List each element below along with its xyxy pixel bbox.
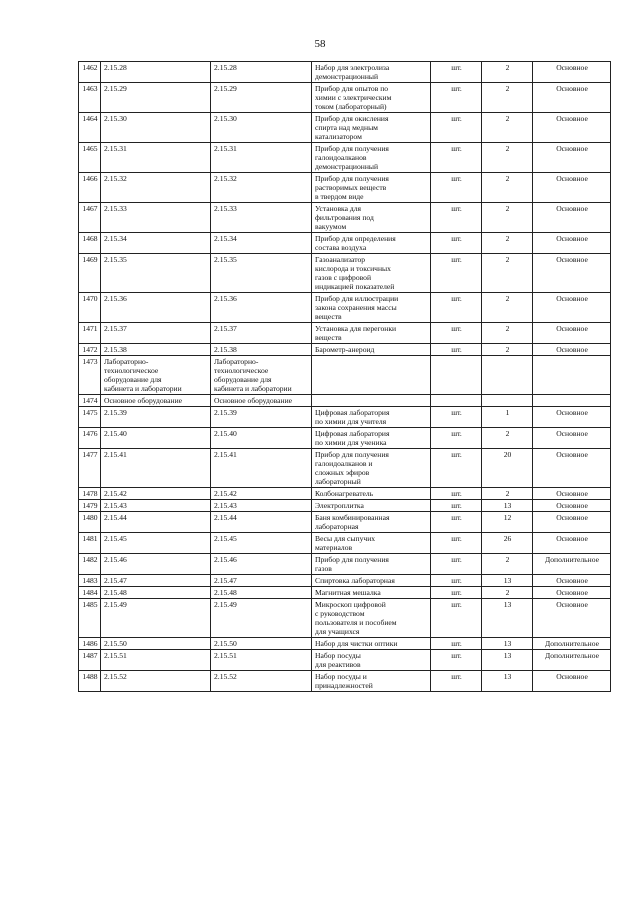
item-name-cell: Электроплитка	[312, 500, 431, 512]
equipment-type-cell: Основное	[533, 254, 611, 293]
equipment-type-cell	[533, 356, 611, 395]
equipment-type-cell: Основное	[533, 512, 611, 533]
item-name-cell: Цифровая лаборатория по химии для учителя	[312, 407, 431, 428]
item-name-cell: Газоанализатор кислорода и токсичных газов с цифровой индикацией показателей	[312, 254, 431, 293]
equipment-type-cell: Основное	[533, 113, 611, 143]
code-ref-cell: 2.15.43	[211, 500, 312, 512]
unit-cell: шт.	[431, 83, 482, 113]
quantity-cell: 13	[482, 650, 533, 671]
row-number-cell: 1467	[79, 203, 101, 233]
row-number-cell: 1478	[79, 488, 101, 500]
group-header-row	[79, 395, 611, 407]
code-cell: 2.15.50	[101, 638, 211, 650]
row-number-cell: 1482	[79, 554, 101, 575]
code-ref-cell: 2.15.49	[211, 599, 312, 638]
table-row	[79, 638, 611, 650]
row-number-cell: 1486	[79, 638, 101, 650]
row-number-cell: 1466	[79, 173, 101, 203]
quantity-cell	[482, 356, 533, 395]
code-cell: 2.15.36	[101, 293, 211, 323]
unit-cell: шт.	[431, 428, 482, 449]
equipment-type-cell: Основное	[533, 407, 611, 428]
equipment-type-cell: Основное	[533, 293, 611, 323]
quantity-cell: 2	[482, 254, 533, 293]
equipment-type-cell: Дополнительное	[533, 554, 611, 575]
quantity-cell	[482, 395, 533, 407]
code-ref-cell: Основное оборудование	[211, 395, 312, 407]
item-name-cell: Магнитная мешалка	[312, 587, 431, 599]
table-row	[79, 575, 611, 587]
item-name-cell: Набор посуды и принадлежностей	[312, 671, 431, 692]
quantity-cell: 2	[482, 113, 533, 143]
unit-cell: шт.	[431, 323, 482, 344]
row-number-cell: 1468	[79, 233, 101, 254]
item-name-cell: Баня комбинированная лабораторная	[312, 512, 431, 533]
quantity-cell: 26	[482, 533, 533, 554]
code-cell: 2.15.49	[101, 599, 211, 638]
table-row	[79, 488, 611, 500]
table-row	[79, 500, 611, 512]
code-cell: 2.15.40	[101, 428, 211, 449]
code-ref-cell: 2.15.39	[211, 407, 312, 428]
item-name-cell: Прибор для получения галоидоалканов демонстрационный	[312, 143, 431, 173]
quantity-cell: 20	[482, 449, 533, 488]
equipment-type-cell: Основное	[533, 83, 611, 113]
row-number-cell: 1485	[79, 599, 101, 638]
unit-cell: шт.	[431, 512, 482, 533]
code-ref-cell: 2.15.38	[211, 344, 312, 356]
unit-cell: шт.	[431, 254, 482, 293]
item-name-cell: Спиртовка лабораторная	[312, 575, 431, 587]
equipment-table-body	[79, 62, 611, 692]
code-ref-cell: 2.15.40	[211, 428, 312, 449]
unit-cell: шт.	[431, 638, 482, 650]
code-cell: Основное оборудование	[101, 395, 211, 407]
unit-cell: шт.	[431, 671, 482, 692]
equipment-type-cell: Основное	[533, 533, 611, 554]
unit-cell: шт.	[431, 113, 482, 143]
item-name-cell: Набор для чистки оптики	[312, 638, 431, 650]
table-row	[79, 143, 611, 173]
quantity-cell: 13	[482, 599, 533, 638]
equipment-type-cell: Основное	[533, 587, 611, 599]
code-ref-cell: 2.15.42	[211, 488, 312, 500]
table-row	[79, 533, 611, 554]
code-cell: 2.15.32	[101, 173, 211, 203]
code-cell: 2.15.44	[101, 512, 211, 533]
code-ref-cell: 2.15.29	[211, 83, 312, 113]
code-ref-cell: 2.15.37	[211, 323, 312, 344]
table-row	[79, 233, 611, 254]
table-row	[79, 254, 611, 293]
row-number-cell: 1487	[79, 650, 101, 671]
quantity-cell: 1	[482, 407, 533, 428]
row-number-cell: 1471	[79, 323, 101, 344]
code-ref-cell: Лабораторно- технологическое оборудование для кабинета и лаборатории	[211, 356, 312, 395]
quantity-cell: 2	[482, 587, 533, 599]
equipment-type-cell: Основное	[533, 62, 611, 83]
code-ref-cell: 2.15.46	[211, 554, 312, 575]
equipment-type-cell	[533, 395, 611, 407]
code-ref-cell: 2.15.41	[211, 449, 312, 488]
table-row	[79, 173, 611, 203]
row-number-cell: 1472	[79, 344, 101, 356]
equipment-type-cell: Основное	[533, 500, 611, 512]
unit-cell: шт.	[431, 488, 482, 500]
code-cell: 2.15.29	[101, 83, 211, 113]
table-row	[79, 449, 611, 488]
item-name-cell: Колбонагреватель	[312, 488, 431, 500]
unit-cell: шт.	[431, 344, 482, 356]
code-ref-cell: 2.15.44	[211, 512, 312, 533]
row-number-cell: 1473	[79, 356, 101, 395]
code-cell: 2.15.42	[101, 488, 211, 500]
unit-cell: шт.	[431, 500, 482, 512]
quantity-cell: 2	[482, 173, 533, 203]
table-row	[79, 650, 611, 671]
code-ref-cell: 2.15.51	[211, 650, 312, 671]
equipment-type-cell: Основное	[533, 488, 611, 500]
row-number-cell: 1484	[79, 587, 101, 599]
equipment-type-cell: Основное	[533, 599, 611, 638]
row-number-cell: 1480	[79, 512, 101, 533]
item-name-cell: Цифровая лаборатория по химии для ученика	[312, 428, 431, 449]
equipment-type-cell: Основное	[533, 449, 611, 488]
quantity-cell: 2	[482, 554, 533, 575]
unit-cell: шт.	[431, 293, 482, 323]
code-ref-cell: 2.15.36	[211, 293, 312, 323]
item-name-cell: Прибор для иллюстрации закона сохранения массы веществ	[312, 293, 431, 323]
item-name-cell: Прибор для опытов по химии с электрическим током (лабораторный)	[312, 83, 431, 113]
unit-cell: шт.	[431, 233, 482, 254]
row-number-cell: 1462	[79, 62, 101, 83]
code-ref-cell: 2.15.34	[211, 233, 312, 254]
code-cell: 2.15.48	[101, 587, 211, 599]
item-name-cell: Прибор для получения газов	[312, 554, 431, 575]
table-row	[79, 293, 611, 323]
unit-cell	[431, 356, 482, 395]
table-row	[79, 671, 611, 692]
code-cell: 2.15.43	[101, 500, 211, 512]
code-ref-cell: 2.15.45	[211, 533, 312, 554]
row-number-cell: 1464	[79, 113, 101, 143]
quantity-cell: 2	[482, 323, 533, 344]
quantity-cell: 13	[482, 575, 533, 587]
page-number: 58	[314, 38, 326, 50]
quantity-cell: 2	[482, 143, 533, 173]
unit-cell	[431, 395, 482, 407]
code-ref-cell: 2.15.30	[211, 113, 312, 143]
code-ref-cell: 2.15.52	[211, 671, 312, 692]
code-ref-cell: 2.15.32	[211, 173, 312, 203]
unit-cell: шт.	[431, 599, 482, 638]
item-name-cell: Набор посуды для реактивов	[312, 650, 431, 671]
quantity-cell: 12	[482, 512, 533, 533]
code-ref-cell: 2.15.48	[211, 587, 312, 599]
code-cell: 2.15.37	[101, 323, 211, 344]
quantity-cell: 13	[482, 638, 533, 650]
quantity-cell: 2	[482, 233, 533, 254]
row-number-cell: 1477	[79, 449, 101, 488]
equipment-type-cell: Основное	[533, 143, 611, 173]
equipment-type-cell: Основное	[533, 203, 611, 233]
row-number-cell: 1475	[79, 407, 101, 428]
equipment-type-cell: Дополнительное	[533, 638, 611, 650]
item-name-cell: Прибор для определения состава воздуха	[312, 233, 431, 254]
quantity-cell: 2	[482, 293, 533, 323]
quantity-cell: 13	[482, 500, 533, 512]
unit-cell: шт.	[431, 203, 482, 233]
table-row	[79, 344, 611, 356]
item-name-cell: Прибор для получения галоидоалканов и сложных эфиров лабораторный	[312, 449, 431, 488]
table-row	[79, 587, 611, 599]
unit-cell: шт.	[431, 449, 482, 488]
quantity-cell: 2	[482, 344, 533, 356]
item-name-cell: Барометр-анероид	[312, 344, 431, 356]
table-row	[79, 554, 611, 575]
equipment-type-cell: Основное	[533, 323, 611, 344]
code-cell: 2.15.41	[101, 449, 211, 488]
equipment-type-cell: Основное	[533, 671, 611, 692]
item-name-cell: Набор для электролиза демонстрационный	[312, 62, 431, 83]
code-cell: 2.15.52	[101, 671, 211, 692]
equipment-table	[78, 61, 611, 692]
equipment-type-cell: Дополнительное	[533, 650, 611, 671]
row-number-cell: 1474	[79, 395, 101, 407]
table-row	[79, 599, 611, 638]
code-cell: 2.15.46	[101, 554, 211, 575]
table-row	[79, 428, 611, 449]
code-cell: 2.15.35	[101, 254, 211, 293]
unit-cell: шт.	[431, 407, 482, 428]
item-name-cell: Весы для сыпучих материалов	[312, 533, 431, 554]
code-cell: 2.15.30	[101, 113, 211, 143]
row-number-cell: 1470	[79, 293, 101, 323]
code-ref-cell: 2.15.28	[211, 62, 312, 83]
code-cell: 2.15.47	[101, 575, 211, 587]
unit-cell: шт.	[431, 575, 482, 587]
quantity-cell: 2	[482, 83, 533, 113]
code-ref-cell: 2.15.35	[211, 254, 312, 293]
equipment-type-cell: Основное	[533, 575, 611, 587]
unit-cell: шт.	[431, 587, 482, 599]
code-cell: 2.15.34	[101, 233, 211, 254]
unit-cell: шт.	[431, 173, 482, 203]
unit-cell: шт.	[431, 533, 482, 554]
table-row	[79, 323, 611, 344]
table-row	[79, 512, 611, 533]
code-cell: 2.15.28	[101, 62, 211, 83]
code-cell: 2.15.38	[101, 344, 211, 356]
quantity-cell: 2	[482, 203, 533, 233]
equipment-type-cell: Основное	[533, 233, 611, 254]
table-row	[79, 407, 611, 428]
item-name-cell	[312, 356, 431, 395]
code-cell: 2.15.31	[101, 143, 211, 173]
table-row	[79, 113, 611, 143]
code-ref-cell: 2.15.47	[211, 575, 312, 587]
group-header-row	[79, 356, 611, 395]
row-number-cell: 1465	[79, 143, 101, 173]
row-number-cell: 1483	[79, 575, 101, 587]
code-cell: 2.15.39	[101, 407, 211, 428]
quantity-cell: 2	[482, 488, 533, 500]
row-number-cell: 1476	[79, 428, 101, 449]
unit-cell: шт.	[431, 62, 482, 83]
table-row	[79, 62, 611, 83]
quantity-cell: 2	[482, 62, 533, 83]
unit-cell: шт.	[431, 554, 482, 575]
code-ref-cell: 2.15.31	[211, 143, 312, 173]
row-number-cell: 1488	[79, 671, 101, 692]
code-ref-cell: 2.15.33	[211, 203, 312, 233]
item-name-cell: Установка для перегонки веществ	[312, 323, 431, 344]
code-cell: 2.15.45	[101, 533, 211, 554]
table-row	[79, 83, 611, 113]
row-number-cell: 1481	[79, 533, 101, 554]
quantity-cell: 2	[482, 428, 533, 449]
item-name-cell	[312, 395, 431, 407]
equipment-type-cell: Основное	[533, 173, 611, 203]
equipment-type-cell: Основное	[533, 428, 611, 449]
row-number-cell: 1463	[79, 83, 101, 113]
unit-cell: шт.	[431, 143, 482, 173]
item-name-cell: Установка для фильтрования под вакуумом	[312, 203, 431, 233]
item-name-cell: Прибор для получения растворимых веществ в твердом виде	[312, 173, 431, 203]
code-cell: Лабораторно- технологическое оборудование для кабинета и лаборатории	[101, 356, 211, 395]
row-number-cell: 1469	[79, 254, 101, 293]
row-number-cell: 1479	[79, 500, 101, 512]
code-cell: 2.15.33	[101, 203, 211, 233]
code-cell: 2.15.51	[101, 650, 211, 671]
table-row	[79, 203, 611, 233]
item-name-cell: Микроскоп цифровой с руководством пользователя и пособием для учащихся	[312, 599, 431, 638]
equipment-type-cell: Основное	[533, 344, 611, 356]
quantity-cell: 13	[482, 671, 533, 692]
item-name-cell: Прибор для окисления спирта над медным катализатором	[312, 113, 431, 143]
code-ref-cell: 2.15.50	[211, 638, 312, 650]
unit-cell: шт.	[431, 650, 482, 671]
